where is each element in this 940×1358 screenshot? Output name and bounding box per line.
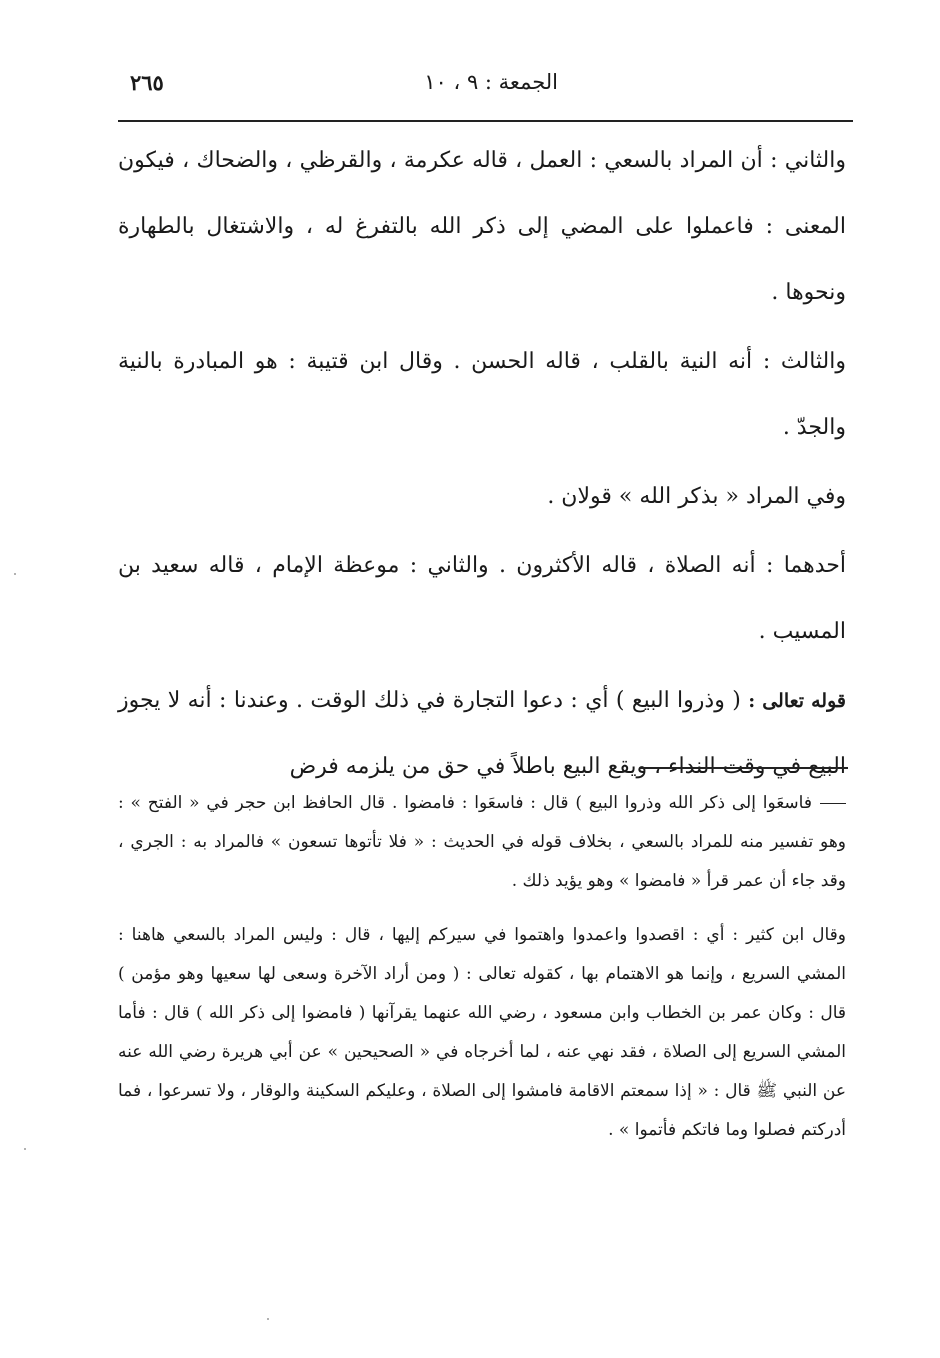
footnotes: [118, 784, 846, 1150]
continuation-dash: [820, 803, 846, 804]
footnote-paragraph-1-text: فاسعَوا إلى ذكر الله وذروا البيع ) قال : فاسعَوا : فامضوا . قال الحافظ ابن حجر في « الفتح » : وهو تفسير منه للمراد بالسعي ، بخلاف قوله في الحديث : « فلا تأتوها تسعون » فالمراد به : الجري ، وقد جاء أن عمر قرأ « فامضوا » وهو يؤيد ذلك .: [118, 793, 846, 891]
scan-speck: [24, 1148, 26, 1150]
paragraph-4: أحدهما : أنه الصلاة ، قاله الأكثرون . والثاني : موعظة الإمام ، قاله سعيد بن المسيب .: [118, 553, 846, 644]
scan-speck: [14, 573, 16, 575]
paragraph-3: وفي المراد « بذكر الله » قولان .: [547, 484, 846, 509]
paragraph-5: [118, 668, 846, 800]
page-number: ٢٦٥: [130, 70, 164, 95]
footnote-paragraph-2: وقال ابن كثير : أي : اقصدوا واعمدوا واهتموا في سيركم إليها ، قال : وليس المراد بالسعي هاهنا : المشي السريع ، وإنما هو الاهتمام بها ، كقوله تعالى : ( ومن أراد الآخرة وسعى لها سعيها وهو مؤمن ) قال : وكان عمر بن الخطاب وابن مسعود ، رضي الله عنهما يقرآنها ( فامضوا إلى ذكر الله ) قال : فأما المشي السريع إلى الصلاة ، فقد نهي عنه ، لما أخرجاه في « الصحيحين » عن أبي هريرة رضي الله عنه عن النبي ﷺ قال : « إذا سمعتم الاقامة فامشوا إلى الصلاة ، وعليكم السكينة والوقار ، ولا تسرعوا ، فما أدركتم فصلوا وما فاتكم فأتموا » .: [118, 925, 846, 1140]
scan-speck: [267, 1318, 269, 1320]
footnote-paragraph-1: [118, 784, 846, 901]
running-header: [118, 70, 853, 110]
paragraph-1: والثاني : أن المراد بالسعي : العمل ، قاله عكرمة ، والقرظي ، والضحاك ، فيكون المعنى : فاعملوا على المضي إلى ذكر الله بالتفرغ له ، والاشتغال بالطهارة ونحوها .: [118, 148, 846, 305]
paragraph-2: والثالث : أنه النية بالقلب ، قاله الحسن . وقال ابن قتيبة : هو المبادرة بالنية والجدّ .: [118, 349, 846, 440]
chapter-label: الجمعة : ٩ ، ١٠: [424, 70, 558, 94]
main-text: [118, 128, 846, 800]
header-rule: [118, 120, 853, 122]
paragraph-5-text: ( وذروا البيع ) أي : دعوا التجارة في ذلك الوقت . وعندنا : أنه لا يجوز البيع في وقت النداء ، ويقع البيع باطلاً في حق من يلزمه فرض: [118, 688, 846, 779]
footnote-rule: [640, 767, 848, 769]
verse-lead-in: قوله تعالى :: [748, 690, 846, 712]
